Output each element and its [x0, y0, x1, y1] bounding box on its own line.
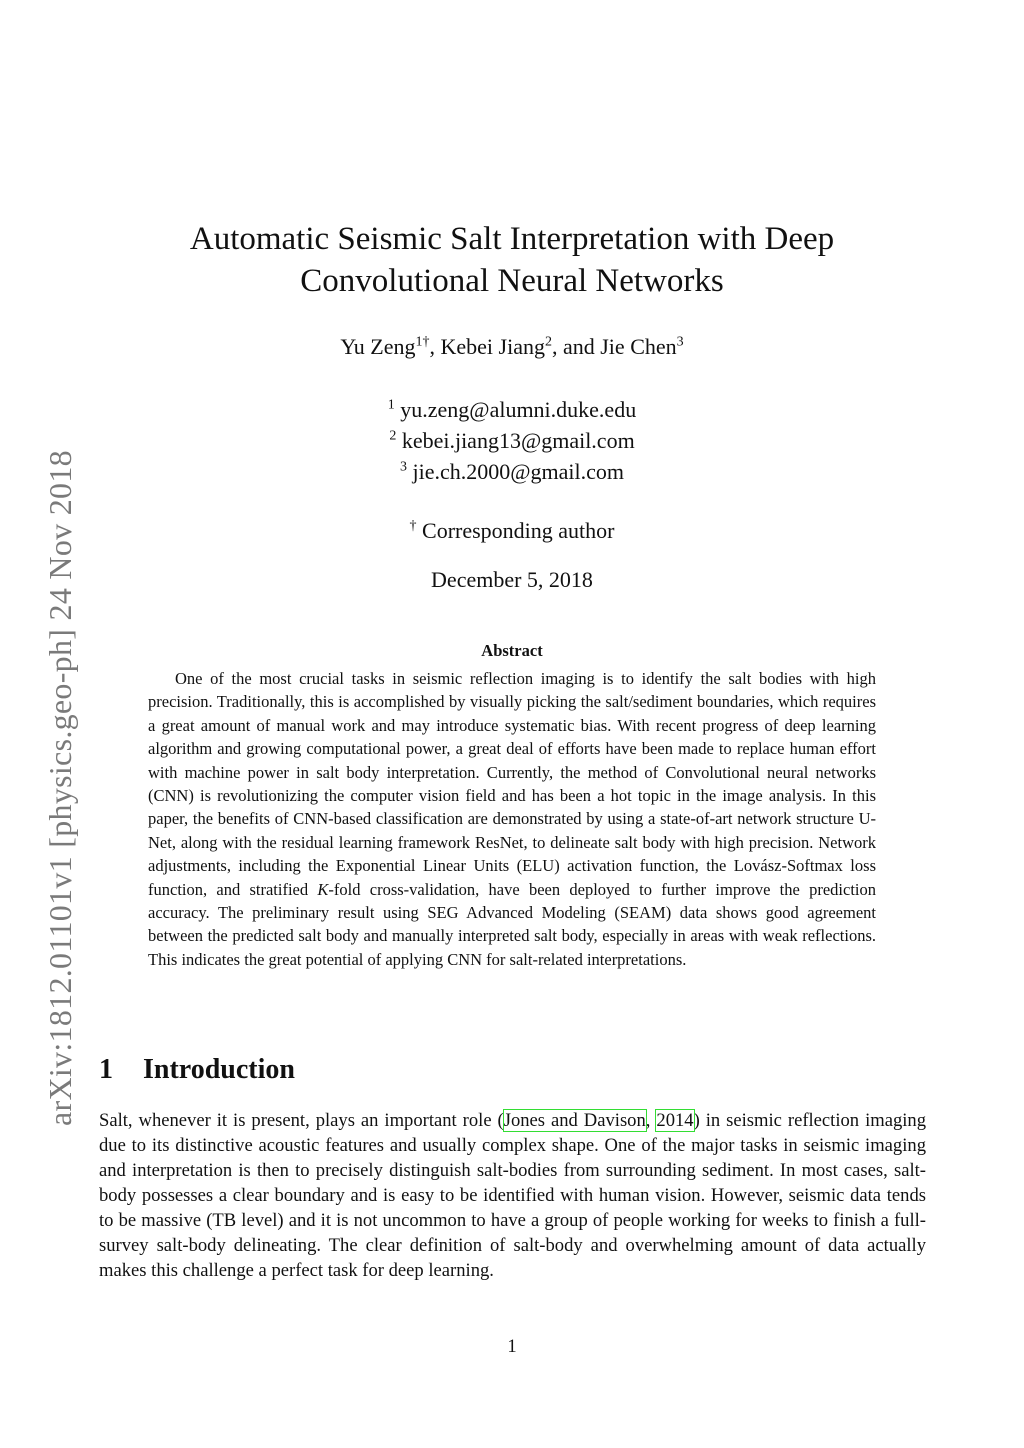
dagger-mark: † — [409, 518, 417, 534]
author-affiliation-mark-3: 3 — [676, 334, 684, 350]
email-mark: 3 — [400, 459, 407, 475]
email-mark: 1 — [387, 397, 395, 413]
abstract-heading: Abstract — [481, 641, 543, 660]
section-number: 1 — [99, 1054, 113, 1085]
citation-link-authors[interactable]: Jones and Davison — [503, 1110, 646, 1131]
citation-separator: , — [645, 1110, 657, 1131]
author-affiliation-mark-1: 1† — [415, 334, 430, 350]
intro-text-after-citation: ) in seismic reflection imaging due to its distinctive acoustic features and usually complex shape. One of the major tasks in seismic imaging and interpretation is then to precisely distinguish salt-bodies from surrounding sediment. In most cases, salt-body possesses a clear boundary and is easy to be identified with human vision. However, seismic data tends to be massive (TB level) and it is not uncommon to have a group of people working for weeks to finish a full-survey salt-body delineating. The clear definition of salt-body and overwhelming amount of data actually makes this challenge a perfect task for deep learning. — [99, 1110, 927, 1281]
email-mark: 2 — [389, 428, 397, 444]
section-title: Introduction — [143, 1054, 295, 1085]
email-line — [0, 456, 1024, 487]
author-list — [0, 334, 1024, 360]
author-name-3: , and Jie Chen — [551, 334, 677, 359]
author-emails — [0, 394, 1024, 487]
abstract-body — [148, 667, 876, 971]
email-address[interactable]: jie.ch.2000@gmail.com — [412, 459, 624, 484]
abstract-text-part-1: One of the most crucial tasks in seismic reflection imaging is to identify the salt bodies with high precision. Traditionally, this is accomplished by visually picking the salt/sediment boundaries, which requires a great amount of manual work and may introduce systematic bias. With recent progress of deep learning algorithm and growing computational power, a great deal of efforts have been made to replace human effort with machine power in salt body interpretation. Currently, the method of Convolutional neural networks (CNN) is revolutionizing the computer vision field and has been a hot topic in the image analysis. In this paper, the benefits of CNN-based classification are demonstrated by using a state-of-art network structure U-Net, along with the residual learning framework ResNet, to delineate salt body with high precision. Network adjustments, including the Exponential Linear Units (ELU) activation function, the Lovász-Softmax loss function, and stratified — [148, 669, 876, 899]
section-heading-introduction — [99, 1054, 295, 1086]
author-name-1: Yu Zeng — [340, 334, 416, 359]
paper-date: December 5, 2018 — [431, 567, 593, 592]
abstract-k-variable: K — [317, 879, 329, 899]
email-line — [0, 394, 1024, 425]
email-line — [0, 425, 1024, 456]
paper-title-line-2: Convolutional Neural Networks — [300, 263, 724, 299]
email-address[interactable]: kebei.jiang13@gmail.com — [401, 428, 635, 453]
introduction-paragraph — [99, 1108, 926, 1283]
corresponding-author-note — [0, 518, 1024, 544]
arxiv-identifier-stamp: arXiv:1812.01101v1 [physics.geo-ph] 24 Nov 2018 — [42, 450, 78, 1126]
paper-title — [0, 218, 1024, 302]
citation-link-year[interactable]: 2014 — [656, 1110, 694, 1131]
author-affiliation-mark-2: 2 — [544, 334, 552, 350]
abstract-text-part-2: -fold cross-validation, have been deployed to further improve the prediction accuracy. The preliminary result using SEG Advanced Modeling (SEAM) data shows good agreement between the predicted salt body and manually interpreted salt body, especially in areas with weak reflections. This indicates the great potential of applying CNN for salt-related interpretations. — [148, 879, 876, 969]
page-number: 1 — [507, 1336, 517, 1357]
corresponding-author-text: Corresponding author — [422, 518, 615, 543]
email-address[interactable]: yu.zeng@alumni.duke.edu — [400, 397, 637, 422]
intro-text-before-citation: Salt, whenever it is present, plays an important role ( — [99, 1110, 504, 1131]
author-name-2: , Kebei Jiang — [429, 334, 545, 359]
paper-title-line-1: Automatic Seismic Salt Interpretation with Deep — [189, 221, 835, 257]
